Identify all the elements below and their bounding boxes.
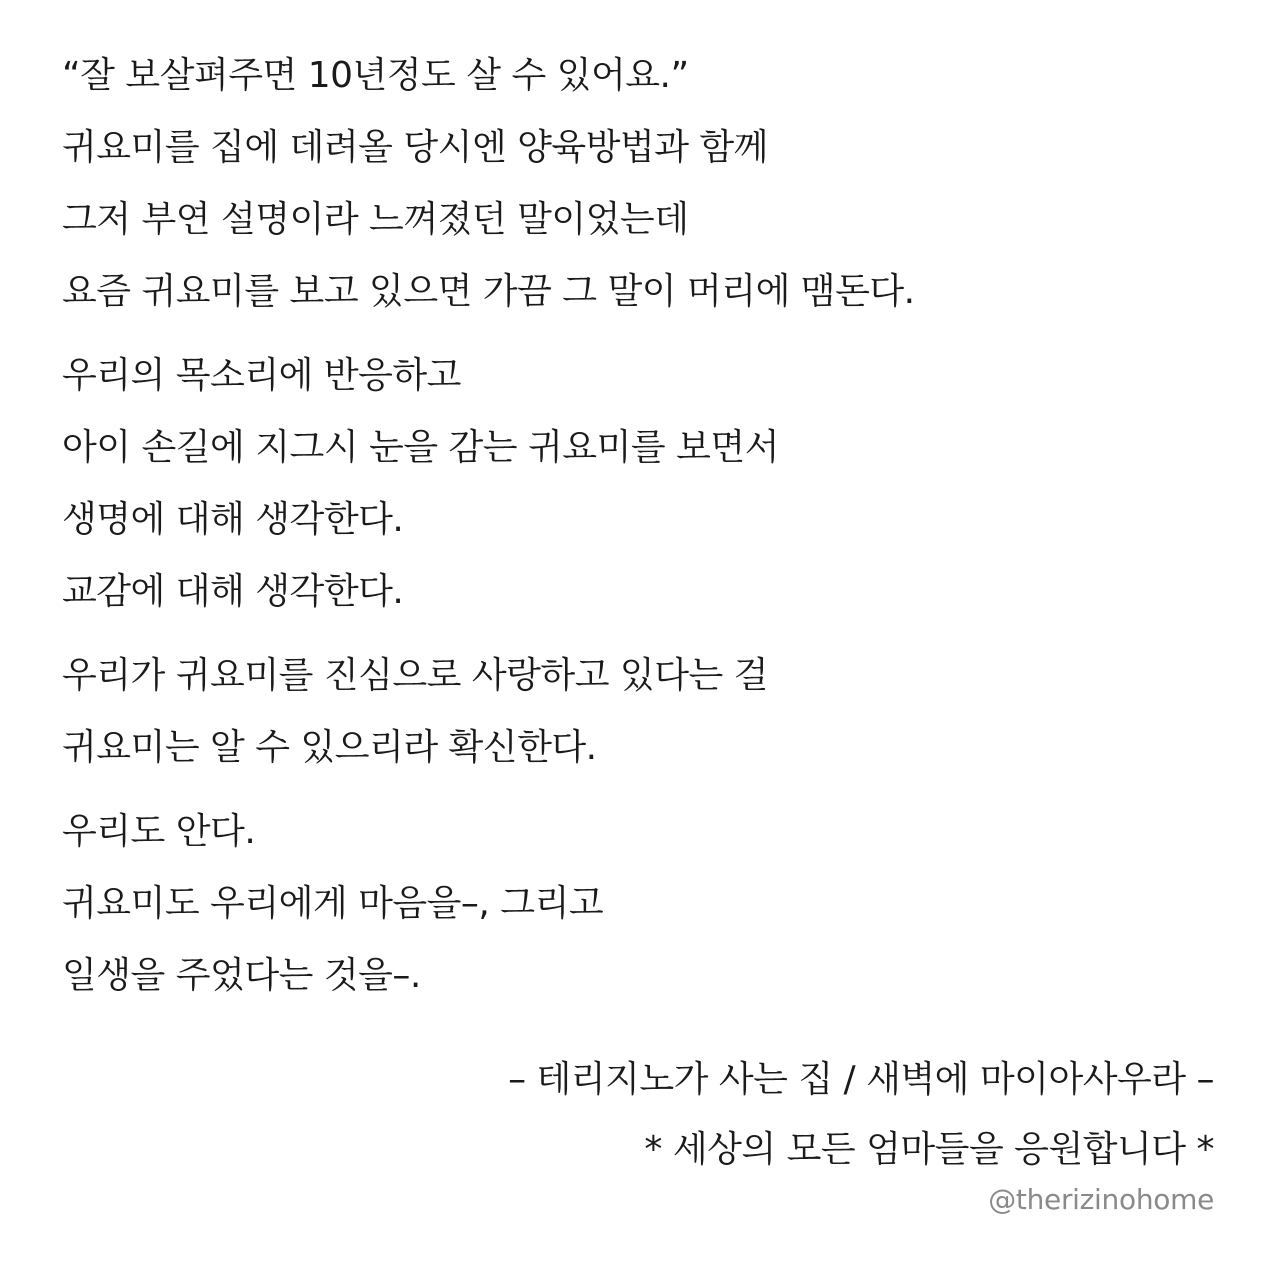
stanza-1 — [62, 40, 1212, 328]
text-line: 귀요미도 우리에게 마음을–, 그리고 — [62, 883, 604, 924]
stanza-4 — [62, 796, 1212, 1012]
signature-source: – 테리지노가 사는 집 / 새벽에 마이아사우라 – — [508, 1059, 1214, 1100]
stanza-3 — [62, 640, 1212, 784]
essay-body — [62, 40, 1212, 1024]
text-line: 생명에 대해 생각한다. — [62, 499, 404, 540]
signature-block — [508, 1045, 1214, 1185]
text-line: “잘 보살펴주면 10년정도 살 수 있어요.” — [62, 55, 689, 96]
text-line: 우리가 귀요미를 진심으로 사랑하고 있다는 걸 — [62, 655, 768, 696]
text-line: 우리의 목소리에 반응하고 — [62, 355, 461, 396]
text-line: 귀요미를 집에 데려올 당시엔 양육방법과 함께 — [62, 127, 768, 168]
signature-message: * 세상의 모든 엄마들을 응원합니다 * — [644, 1129, 1214, 1170]
stanza-2 — [62, 340, 1212, 628]
text-line: 일생을 주었다는 것을–. — [62, 955, 421, 996]
text-line: 귀요미는 알 수 있으리라 확신한다. — [62, 727, 597, 768]
text-line: 아이 손길에 지그시 눈을 감는 귀요미를 보면서 — [62, 427, 779, 468]
text-line: 교감에 대해 생각한다. — [62, 571, 404, 612]
text-line: 그저 부연 설명이라 느껴졌던 말이었는데 — [62, 199, 689, 240]
text-line: 우리도 안다. — [62, 811, 256, 852]
social-handle: @therizinohome — [988, 1183, 1214, 1216]
text-line: 요즘 귀요미를 보고 있으면 가끔 그 말이 머리에 맴돈다. — [62, 271, 915, 312]
